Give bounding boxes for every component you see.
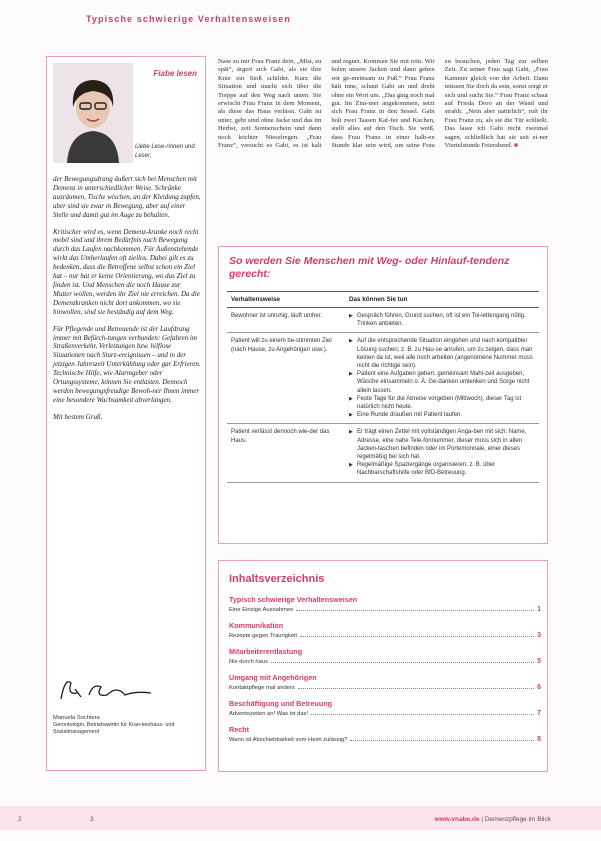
article-text — [218, 58, 548, 236]
toc-category: Umgang mit Angehörigen — [229, 673, 317, 682]
article-end-mark: ■ — [514, 142, 519, 150]
toc-entry[interactable] — [229, 606, 541, 613]
action-bullet: ▶ Er trägt einen Zettel mit vollständigen Anga-ben mit sich: Name, Adresse, eine nahe Tele-fonnummer, dieser muss sich in allen Jacken-taschen befinden oder im Portemonnaie, einer dieses regelmäßig bei sich hat. — [349, 428, 535, 461]
toc-list — [229, 595, 541, 743]
toc-title: Inhaltsverzeichnis — [229, 573, 325, 585]
toc-category: Typisch schwierige Verhaltensweisen — [229, 595, 358, 604]
toc-page-number: 3 — [537, 632, 541, 639]
toc-leader-dots — [296, 610, 534, 611]
article-body: Nase zu mir Frau Franz dein, „Mist, zu spät“, ärgert sich Gabi, als sie ihre Knie ein Stoß schildet. Kurz die Situation und macht sich über die Treppe auf den Weg nach unten. Sie erwischt Frau Franz in dem Moment, als diese das Haus verlässt. Gabi ist unter, geht sind ohne Jacke und das im Herbst, zeit Sonnenschein und dann noch leichter Nieselregen. „Frau Franz“, versucht es Gabi, es ist kalt und regnet. Kommen Sie mit rein. Wir holen unsere Jacken und dann gehen wir ge-meinsam zu Fuß.“ Frau Franz hält inne, schaut Gabi an und dreht ohne ein Wort um. „Das ging noch mal gut. Im Zim-mer angekommen, setzt sich Frau Franz in den Sessel. Gabi holt zwei Tassen Kaf-fee und Kuchen, stellt alles auf den Tisch. Sie weiß, dass Frau Franz in einer halb-en Stunde klar sein wird, um seine Frau zu besuchen, jeden Tag zur selben Zeit. Zu seiner Frau sagt Gabi, „Frau Kammer gleich von der Arbeit. Dann müssen Sie doch da sein, sonst sorgt er sich und sucht Sie.“ Frau Franz schaut auf Frieda Doro an der Wand und strahlt. „Nein aber natürlich“, ruft ihr Frau Franz zu, als sie die Tür schließt. Das lasse ich Gabi nicht zweimal sagen, schließlich hat sie seit ei-ner Viertelstunde Feierabend. — [218, 58, 548, 150]
page-header-title: Typische schwierige Verhaltensweisen — [86, 14, 292, 24]
author-name: Manuela Sochiera — [53, 715, 100, 721]
editorial-paragraph: der Bewegungsdrang äußert sich bei Menschen mit Demenz in unterschiedlicher Weise. Schränke ausräumen, Tische wischen, an der Kleidung zupfen, aber sind sie zwar in Bewegung, aber auf einer Stelle und damit gut im Auge zu behalten. — [53, 175, 201, 219]
toc-leader-dots — [311, 714, 534, 715]
editorial-closing: Mit bestem Gruß, — [53, 412, 103, 421]
toc-leader-dots — [350, 740, 534, 741]
editorial-sidebar — [46, 56, 206, 771]
table-row — [227, 333, 539, 424]
editorial-paragraph: Für Pflegende und Betreuende ist der Laufdrang immer mit Befürch-tungen verbunden: Gefahren im Straßenverkehr, Verletzungen bzw. hilflose Situationen nach Sturz-ereignissen – und in der jetzigen Jahreszeit Unterkühlung oder gar Erfrieren. Technische Hilfe, wie Alarmgeber oder Ortungssysteme, können Sie entlasten. Dennoch werden bewegungsfreudige Bewoh-ner Ihnen immer eine besondere Wachsamkeit abverlangen. — [53, 324, 201, 404]
action-cell — [345, 333, 539, 424]
toc-page-number: 6 — [537, 684, 541, 691]
action-cell — [345, 424, 539, 482]
toc-leader-dots — [271, 662, 534, 663]
situation-cell: Patient verlässt dennoch wie-der das Haus. — [227, 424, 345, 482]
action-bullet: ▶ Patient eine Aufgaben geben, gemeinsam Mahl-zeit ausgeben, Wäsche einsammeln o. Ä. Ge-danken umlenken und Sorge nicht allein lassen. — [349, 370, 535, 395]
toc-box — [218, 560, 548, 772]
sidebar-title: Fiabe lesen — [153, 69, 197, 78]
editorial-paragraph: Kritischer wird es, wenn Demenz-kranke noch recht mobil sind und ihrem Bedürfnis nach Bewegung durch das Laufen nachkommen. Für Außenstehende wirkt das Umherlaufen oft ziellos. Dabei gilt es zu bedenken, dass die Betroffene selbst schon ein Ziel hat – nur hat er keine Orientierung, wo das Ziel zu finden ist. Und Menschen die noch Hause zur Mutter wollen, werden ihr Ziel nie erreichen. Da die Demenzkranken nicht dort ankommen, wo sie hinwollen, sind sie beständig auf dem Weg. — [53, 227, 200, 316]
footer-url[interactable]: www.vnabe.de — [434, 816, 480, 823]
toc-page-number: 5 — [537, 658, 541, 665]
page-number-mid: 3 — [90, 816, 94, 823]
tips-col-action: Das können Sie tun — [345, 292, 539, 308]
toc-entry-title: Wann ist Abschiebbarkeit vom Heim zulässig? — [229, 737, 348, 743]
toc-entry-title: Eine Einzige Ausnahmen — [229, 607, 294, 613]
toc-leader-dots — [298, 688, 534, 689]
toc-category: Mitarbeiterentlastung — [229, 647, 303, 656]
toc-category: Kommunikation — [229, 621, 284, 630]
tips-box — [218, 246, 548, 544]
action-bullet: ▶ Auf die entsprechende Situation eingehen und nach kompatibler Lösung suchen, z. B. zu Hau-se anrufen, um zu zeigen, dass man keinen da ist, weil alle noch arbeiten (angenomene Nummer muss nicht die richtige sein). — [349, 337, 535, 370]
action-cell — [345, 308, 539, 333]
toc-leader-dots — [300, 636, 534, 637]
toc-page-number: 8 — [537, 736, 541, 743]
toc-category: Beschäftigung und Betreuung — [229, 699, 333, 708]
action-bullet: ▶ Eine Runde draußen mit Patient laufen. — [349, 411, 535, 419]
situation-cell: Patient will zu einem be-stimmten Ziel (nach Hause, zu Angehörigen usw.). — [227, 333, 345, 424]
toc-entry[interactable] — [229, 710, 541, 717]
tips-table — [227, 291, 539, 483]
tips-title: So werden Sie Menschen mit Weg- oder Hinlauf-tendenz gerecht: — [229, 255, 510, 280]
action-bullet: ▶ Feste Tage für die Abreise vorgeben (Mittwoch), dieser Tag ist natürlich nicht heute. — [349, 395, 535, 411]
greeting: Liebe Lese-rinnen und Leser, — [135, 144, 195, 159]
toc-page-number: 7 — [537, 710, 541, 717]
author-title: Gerontologin, Betriebswirtin für Kran-kenhaus- und Sozialmanagement — [53, 722, 175, 735]
tips-header-row — [227, 292, 539, 308]
tips-col-situation: Verhaltensweise — [227, 292, 345, 308]
table-row — [227, 424, 539, 482]
editorial-text — [53, 175, 201, 430]
toc-category: Recht — [229, 725, 249, 734]
action-bullet: ▶ Gespräch führen, Grund suchen, oft ist ein Toi-lettengang nötig. Trinken anbieten. — [349, 312, 535, 328]
footer-publication-name: | Demenzpflege im Blick — [481, 816, 551, 823]
toc-entry-title: Rezepte gegen Traurigkeit — [229, 633, 297, 639]
handwritten-signature — [55, 673, 165, 707]
toc-entry[interactable] — [229, 658, 541, 665]
toc-entry-title: Adventszeiten an! Was ist das! — [229, 711, 309, 717]
author-photo — [53, 63, 133, 163]
toc-entry-title: Kontaktpflege mal anders — [229, 685, 295, 691]
toc-entry-title: Nie durch haus — [229, 659, 268, 665]
page-number-left: 2 — [18, 816, 22, 823]
toc-entry[interactable] — [229, 684, 541, 691]
toc-entry[interactable] — [229, 736, 541, 743]
author-block — [53, 715, 201, 736]
situation-cell: Bewohner ist unruhig, läuft umher. — [227, 308, 345, 333]
author-portrait-image — [53, 63, 133, 163]
toc-page-number: 1 — [537, 606, 541, 613]
table-row — [227, 308, 539, 333]
toc-entry[interactable] — [229, 632, 541, 639]
action-bullet: ▶ Regelmäßige Spaziergänge organisieren, z. B. über Nachbarschaftshilfe oder BfD-Betreuung. — [349, 461, 535, 477]
footer-publication — [435, 816, 551, 823]
